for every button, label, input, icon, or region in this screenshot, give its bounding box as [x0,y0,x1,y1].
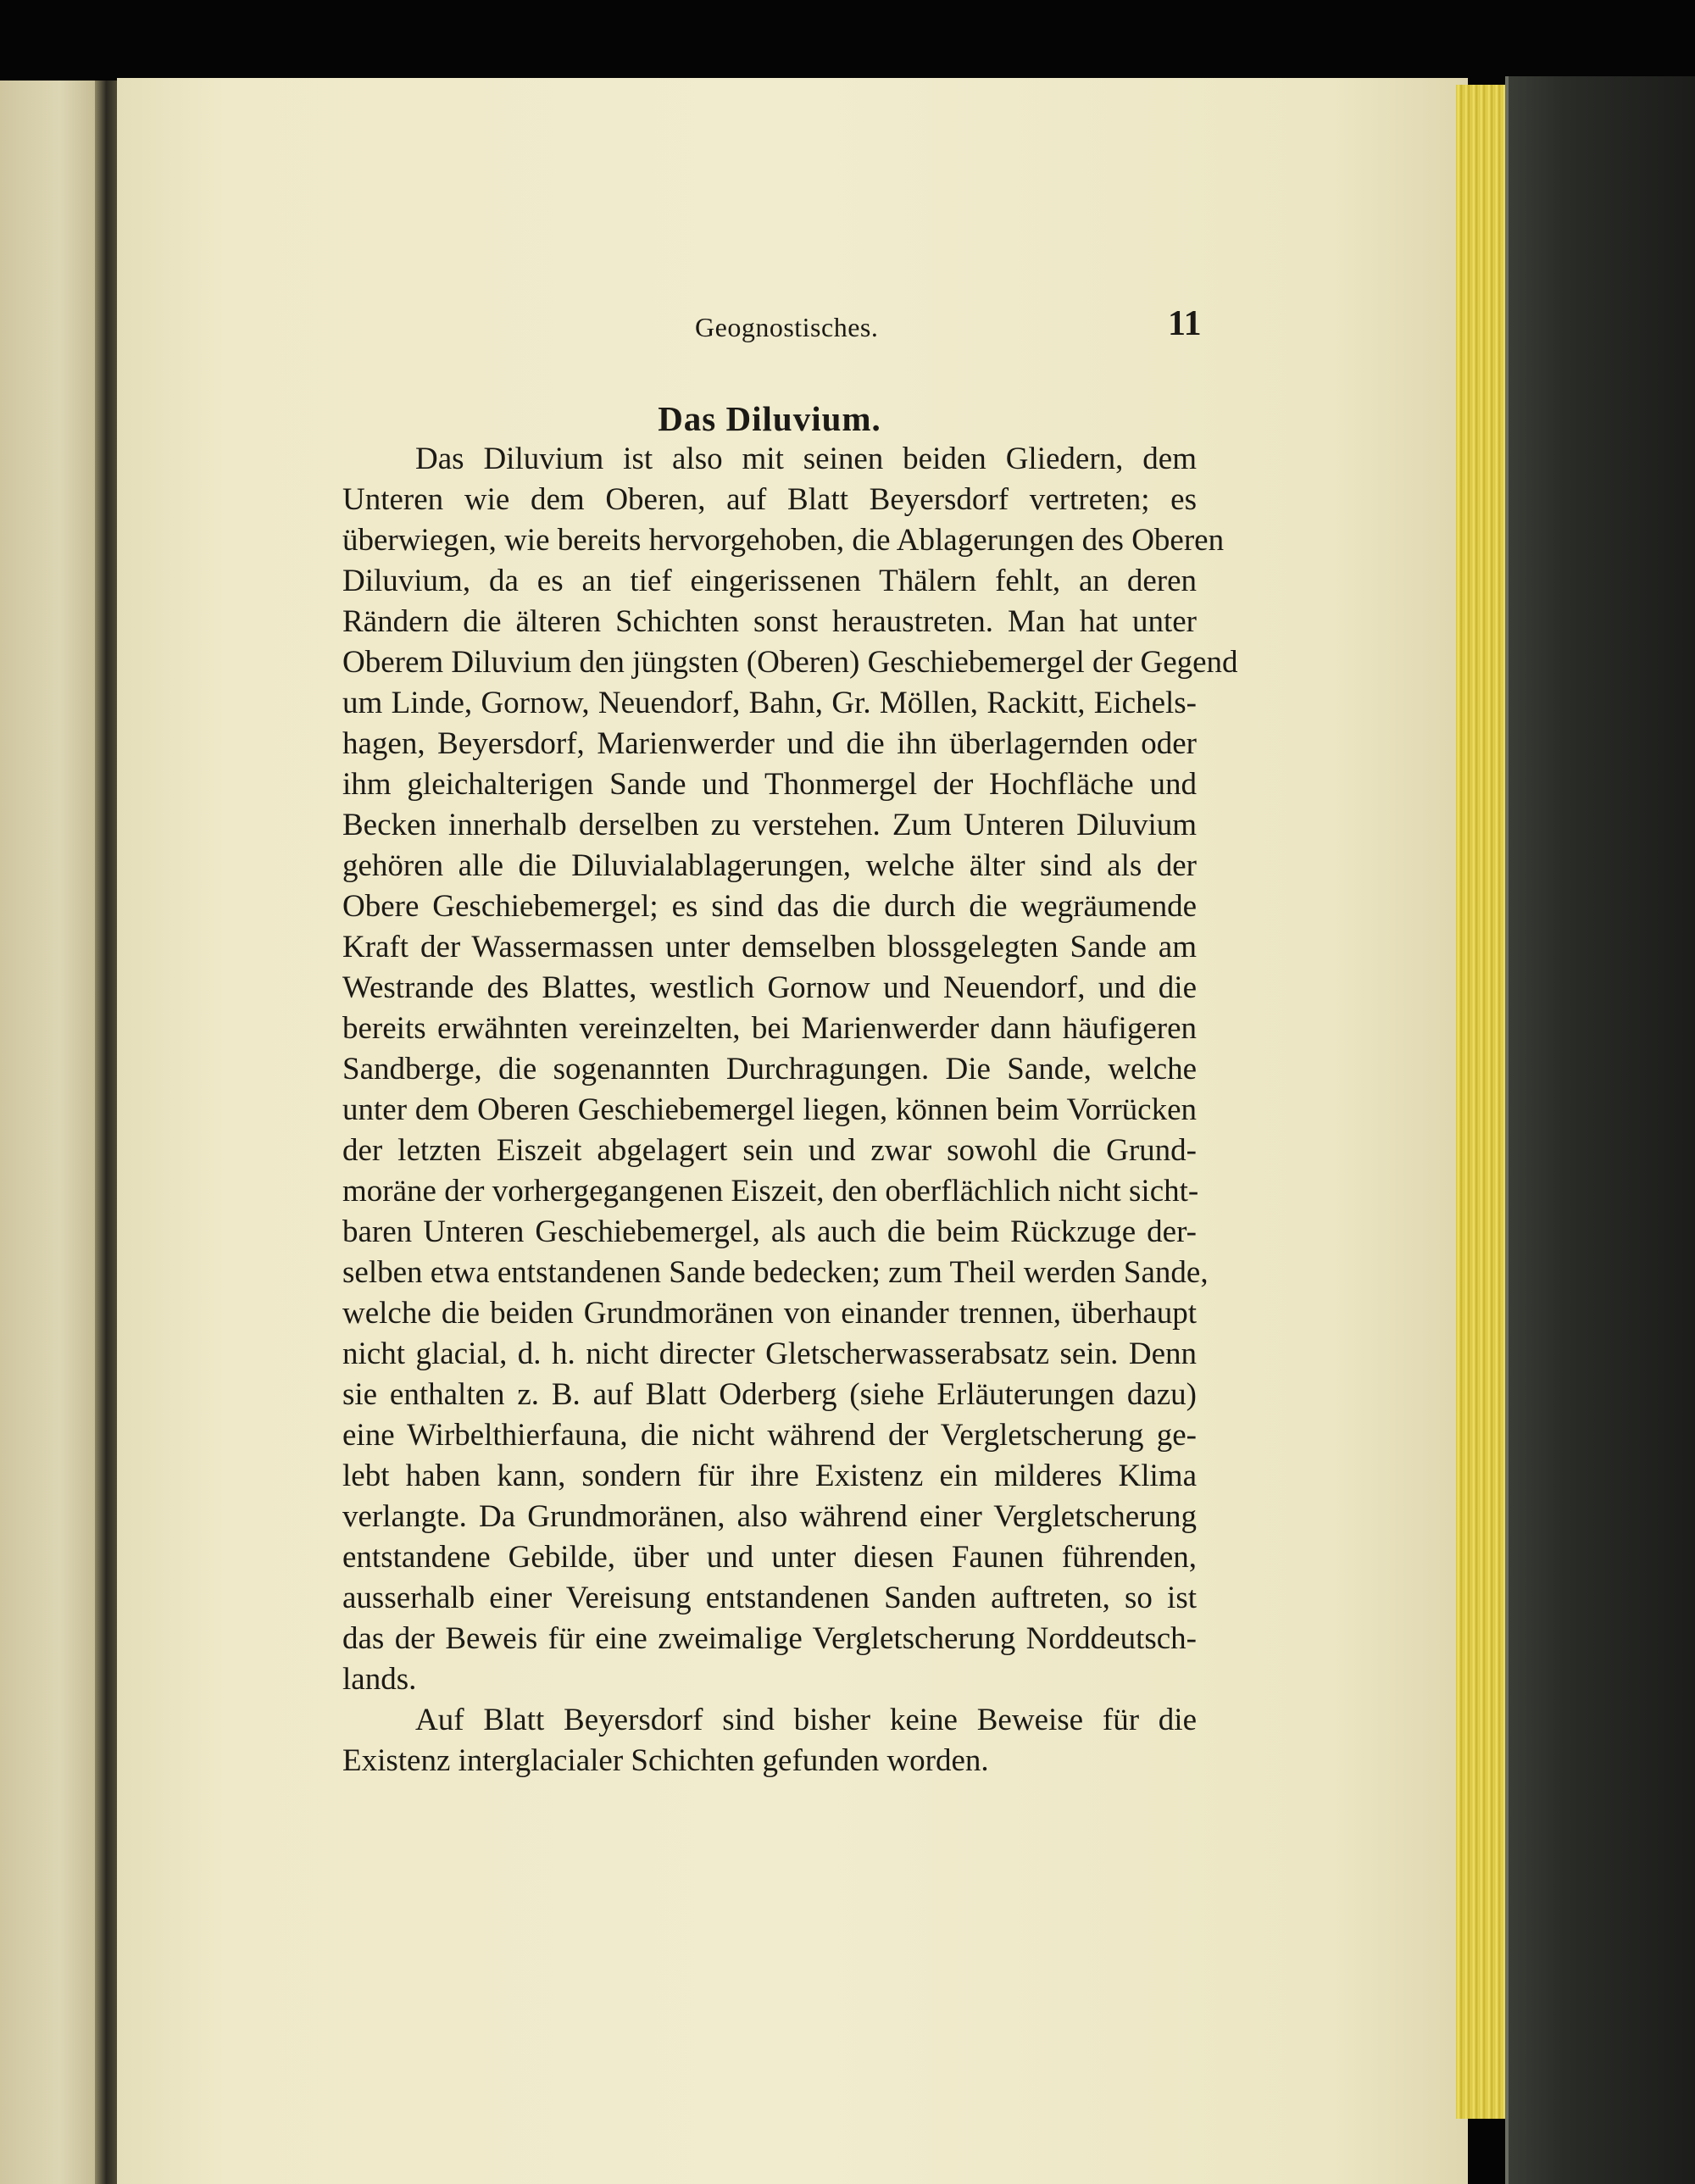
text-line: Diluvium, da es an tief eingerissenen Thälern fehlt, an deren [342,564,1197,598]
page-number: 11 [1168,304,1202,343]
text-line: ausserhalb einer Vereisung entstandenen Sanden auftreten, so ist [342,1581,1197,1615]
text-line: moräne der vorhergegangenen Eiszeit, den oberflächlich nicht sicht- [342,1174,1199,1209]
text-line: unter dem Oberen Geschiebemergel liegen, können beim Vorrücken [342,1092,1197,1127]
body-text [342,439,1238,1781]
paragraph [342,1700,1197,1781]
text-line: verlangte. Da Grundmoränen, also während einer Vergletscherung [342,1499,1197,1534]
text-line: Rändern die älteren Schichten sonst heraustreten. Man hat unter [342,604,1197,639]
text-line: nicht glacial, d. h. nicht directer Gletscherwasserabsatz sein. Denn [342,1337,1197,1371]
text-line: um Linde, Gornow, Neuendorf, Bahn, Gr. Möllen, Rackitt, Eichels- [342,686,1197,720]
text-line: der letzten Eiszeit abgelagert sein und zwar sowohl die Grund- [342,1133,1197,1168]
text-line: entstandene Gebilde, über und unter diesen Faunen führenden, [342,1540,1197,1575]
text-line: sie enthalten z. B. auf Blatt Oderberg (siehe Erläuterungen dazu) [342,1377,1197,1412]
facing-page-edge [0,81,108,2184]
text-line: Sandberge, die sogenannten Durchragungen. Die Sande, welche [342,1052,1197,1086]
text-line: lebt haben kann, sondern für ihre Existenz ein milderes Klima [342,1459,1197,1493]
text-line: lands. [342,1662,417,1697]
text-line: Oberem Diluvium den jüngsten (Oberen) Geschiebemergel der Gegend [342,645,1238,680]
text-line: selben etwa entstandenen Sande bedecken; zum Theil werden Sande, [342,1255,1209,1290]
text-line: welche die beiden Grundmoränen von einander trennen, überhaupt [342,1296,1197,1331]
text-line: eine Wirbelthierfauna, die nicht während der Vergletscherung ge- [342,1418,1197,1453]
text-line: Kraft der Wassermassen unter demselben blossgelegten Sande am [342,930,1197,964]
text-line: Becken innerhalb derselben zu verstehen. Zum Unteren Diluvium [342,808,1197,842]
paragraph [342,439,1238,1700]
text-line: Westrande des Blattes, westlich Gornow und Neuendorf, und die [342,970,1197,1005]
text-line: ihm gleichalterigen Sande und Thonmergel der Hochfläche und [342,767,1197,802]
text-line: das der Beweis für eine zweimalige Vergletscherung Norddeutsch- [342,1621,1197,1656]
text-line: hagen, Beyersdorf, Marienwerder und die ihn überlagernden oder [342,726,1197,761]
text-line: Obere Geschiebemergel; es sind das die durch die wegräumende [342,889,1197,924]
running-head: Geognostisches. [695,312,879,342]
text-line: überwiegen, wie bereits hervorgehoben, die Ablagerungen des Oberen [342,523,1225,558]
text-line: bereits erwähnten vereinzelten, bei Marienwerder dann häufigeren [342,1011,1197,1046]
text-line: Unteren wie dem Oberen, auf Blatt Beyersdorf vertreten; es [342,482,1197,517]
text-line: Das Diluvium ist also mit seinen beiden Gliedern, dem [415,442,1197,476]
section-title: Das Diluvium. [658,399,881,438]
text-line: baren Unteren Geschiebemergel, als auch die beim Rückzuge der- [342,1214,1197,1249]
text-line: Auf Blatt Beyersdorf sind bisher keine Beweise für die [415,1703,1197,1737]
text-line: gehören alle die Diluvialablagerungen, welche älter sind als der [342,848,1197,883]
text-line: Existenz interglacialer Schichten gefunden worden. [342,1743,989,1778]
book-binding [1509,76,1695,2184]
